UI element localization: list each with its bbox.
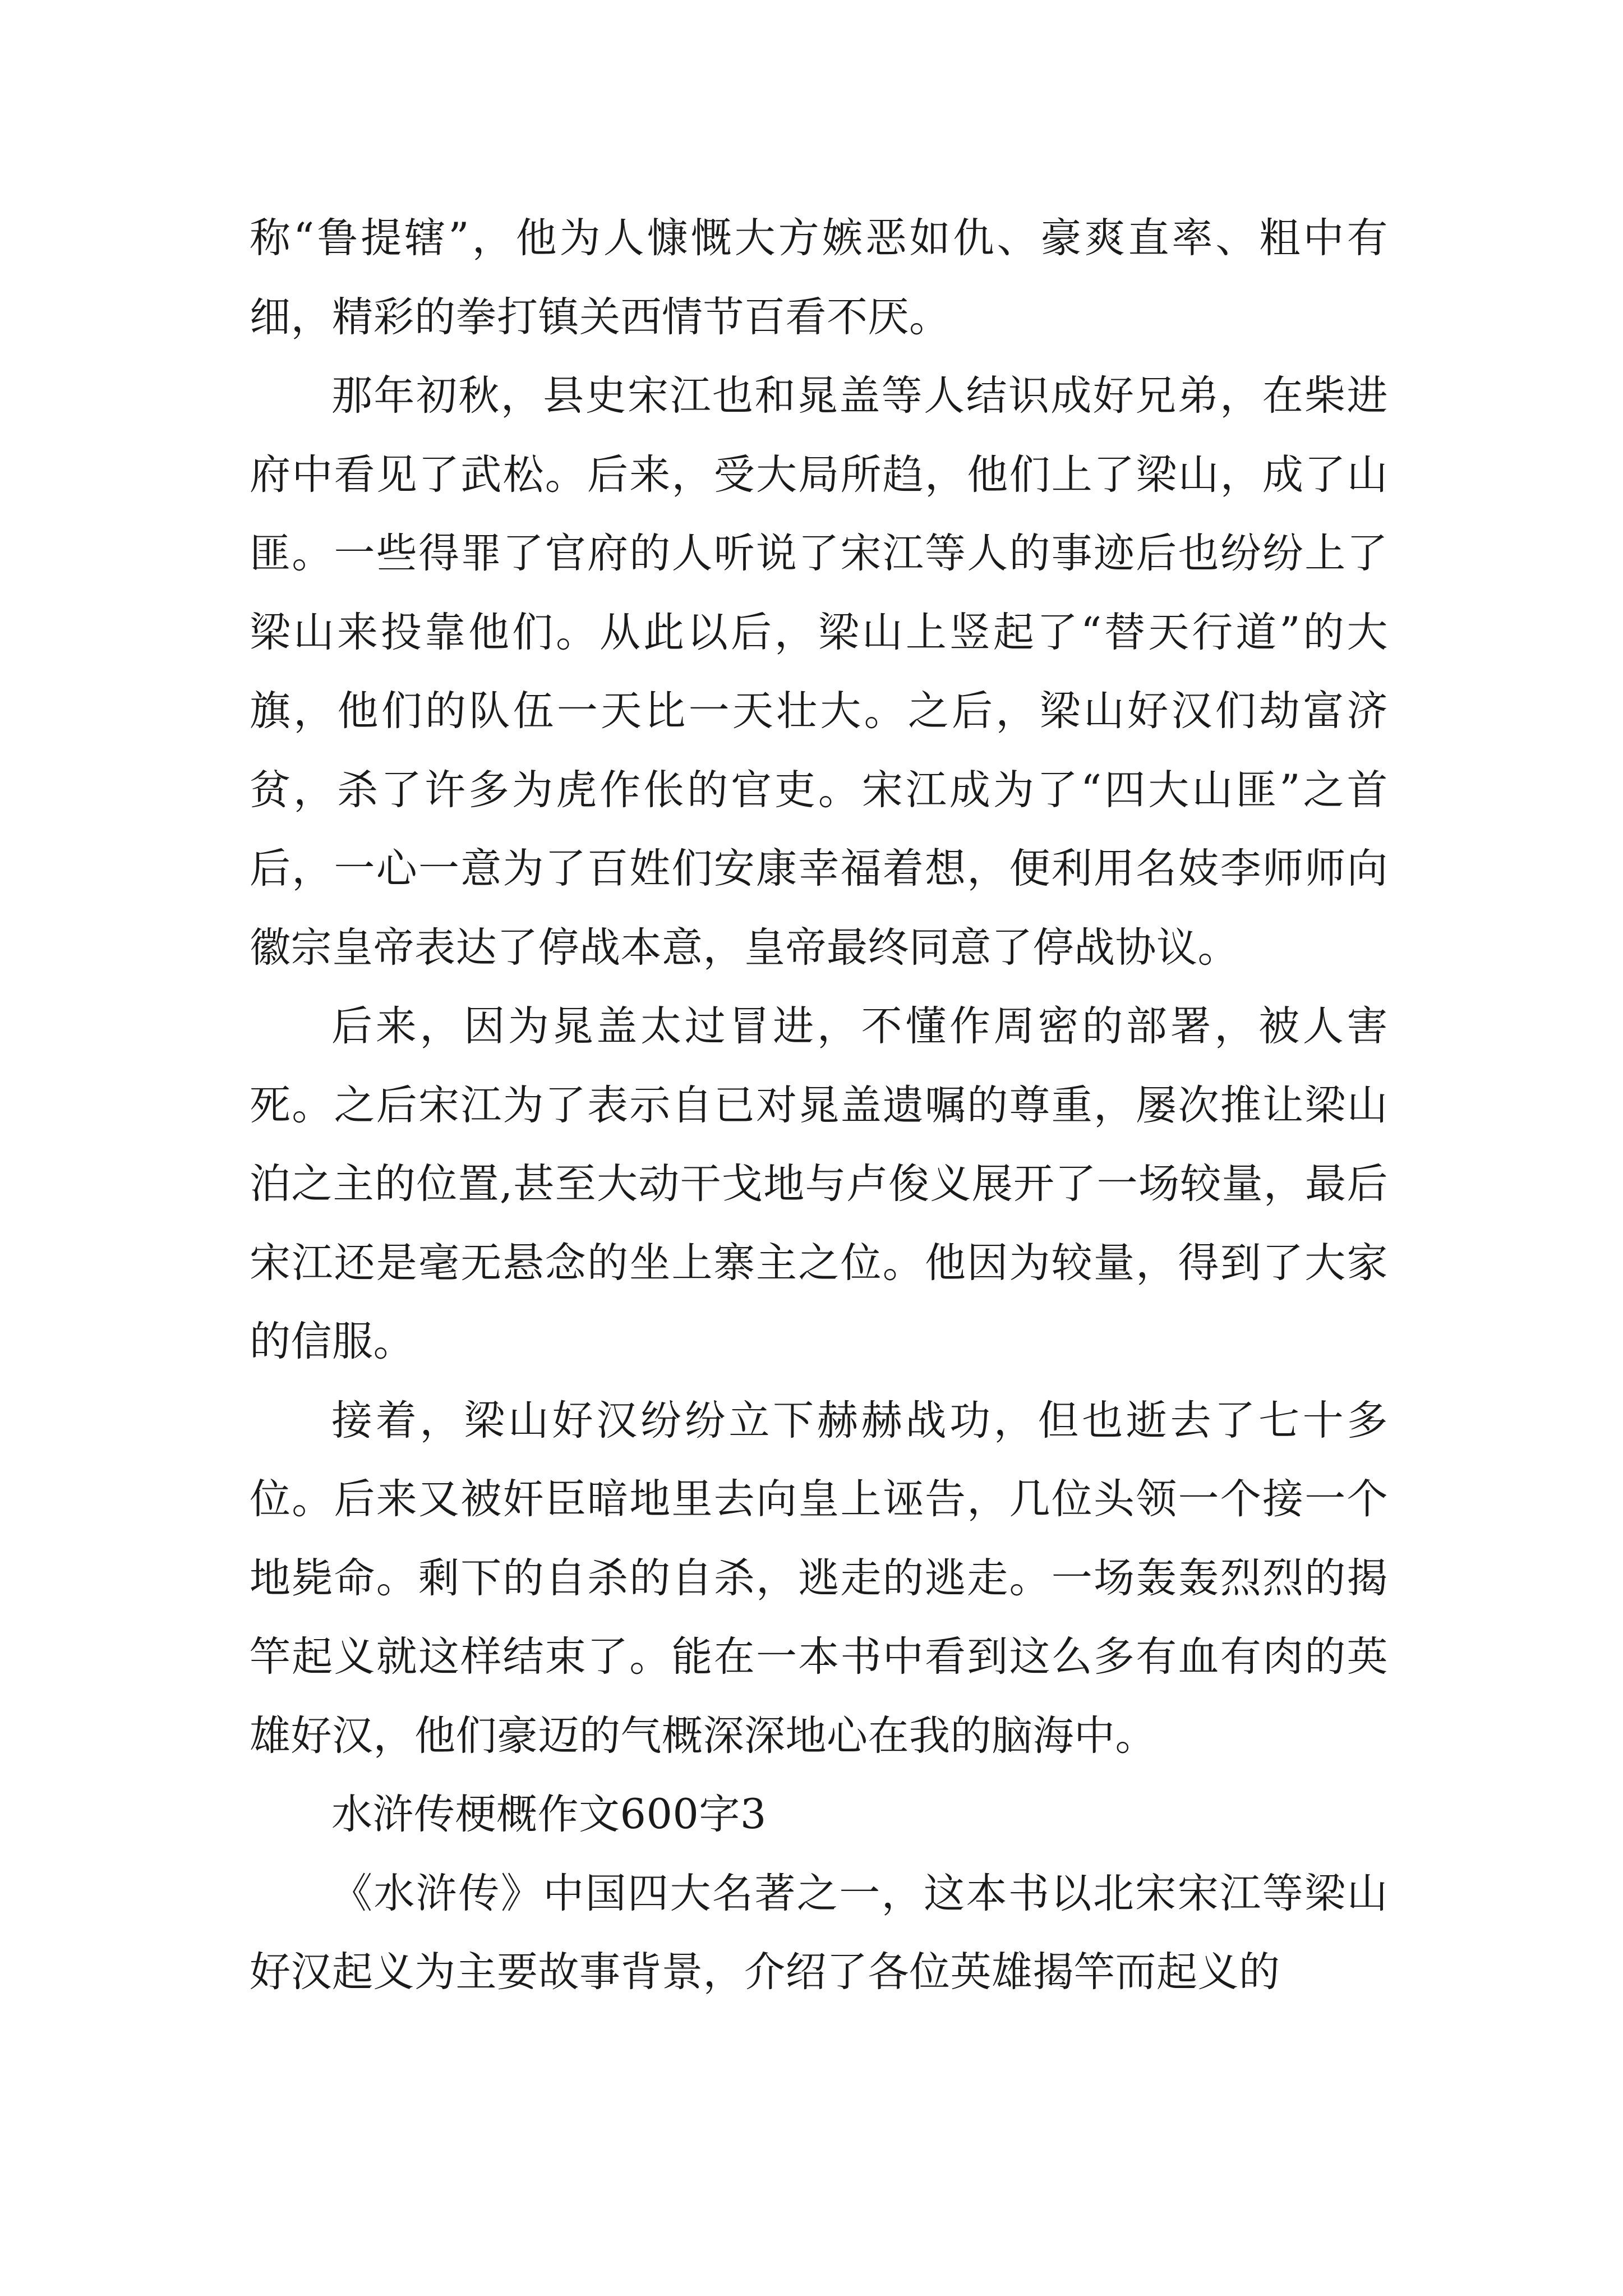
document-body — [250, 199, 1388, 2012]
paragraph-autumn-gathering: 那年初秋，县史宋江也和晁盖等人结识成好兄弟，在柴进府中看见了武松。后来，受大局所趋，他们上了梁山，成了山匪。一些得罪了官府的人听说了宋江等人的事迹后也纷纷上了梁山来投靠他们。从此以后，梁山上竖起了“替天行道”的大旗，他们的队伍一天比一天壮大。之后，梁山好汉们劫富济贫，杀了许多为虎作伥的官吏。宋江成为了“四大山匪”之首后，一心一意为了百姓们安康幸福着想，便利用名妓李师师向徽宗皇帝表达了停战本意，皇帝最终同意了停战协议。 — [250, 372, 1388, 972]
paragraph-chao-gai-death: 后来，因为晁盖太过冒进，不懂作周密的部署，被人害死。之后宋江为了表示自已对晁盖遗嘱的尊重，屡次推让梁山泊之主的位置,甚至大动干戈地与卢俊义展开了一场较量，最后宋江还是毫无悬念的坐上寨主之位。他因为较量，得到了大家的信服。 — [250, 1002, 1388, 1365]
paragraph-continuation: 称“鲁提辖”，他为人慷慨大方嫉恶如仇、豪爽直率、粗中有细，精彩的拳打镇关西情节百看不厌。 — [250, 214, 1388, 341]
paragraph-introduction: 《水浒传》中国四大名著之一，这本书以北宋宋江等梁山好汉起义为主要故事背景，介绍了各位英雄揭竿而起义的 — [250, 1869, 1388, 1996]
paragraph-ending: 接着，梁山好汉纷纷立下赫赫战功，但也逝去了七十多位。后来又被奸臣暗地里去向皇上诬告，几位头领一个接一个地毙命。剩下的自杀的自杀，逃走的逃走。一场轰轰烈烈的揭竿起义就这样结束了。能在一本书中看到这么多有血有肉的英雄好汉，他们豪迈的气概深深地心在我的脑海中。 — [250, 1396, 1388, 1760]
section-heading: 水浒传梗概作文600字3 — [331, 1791, 767, 1838]
